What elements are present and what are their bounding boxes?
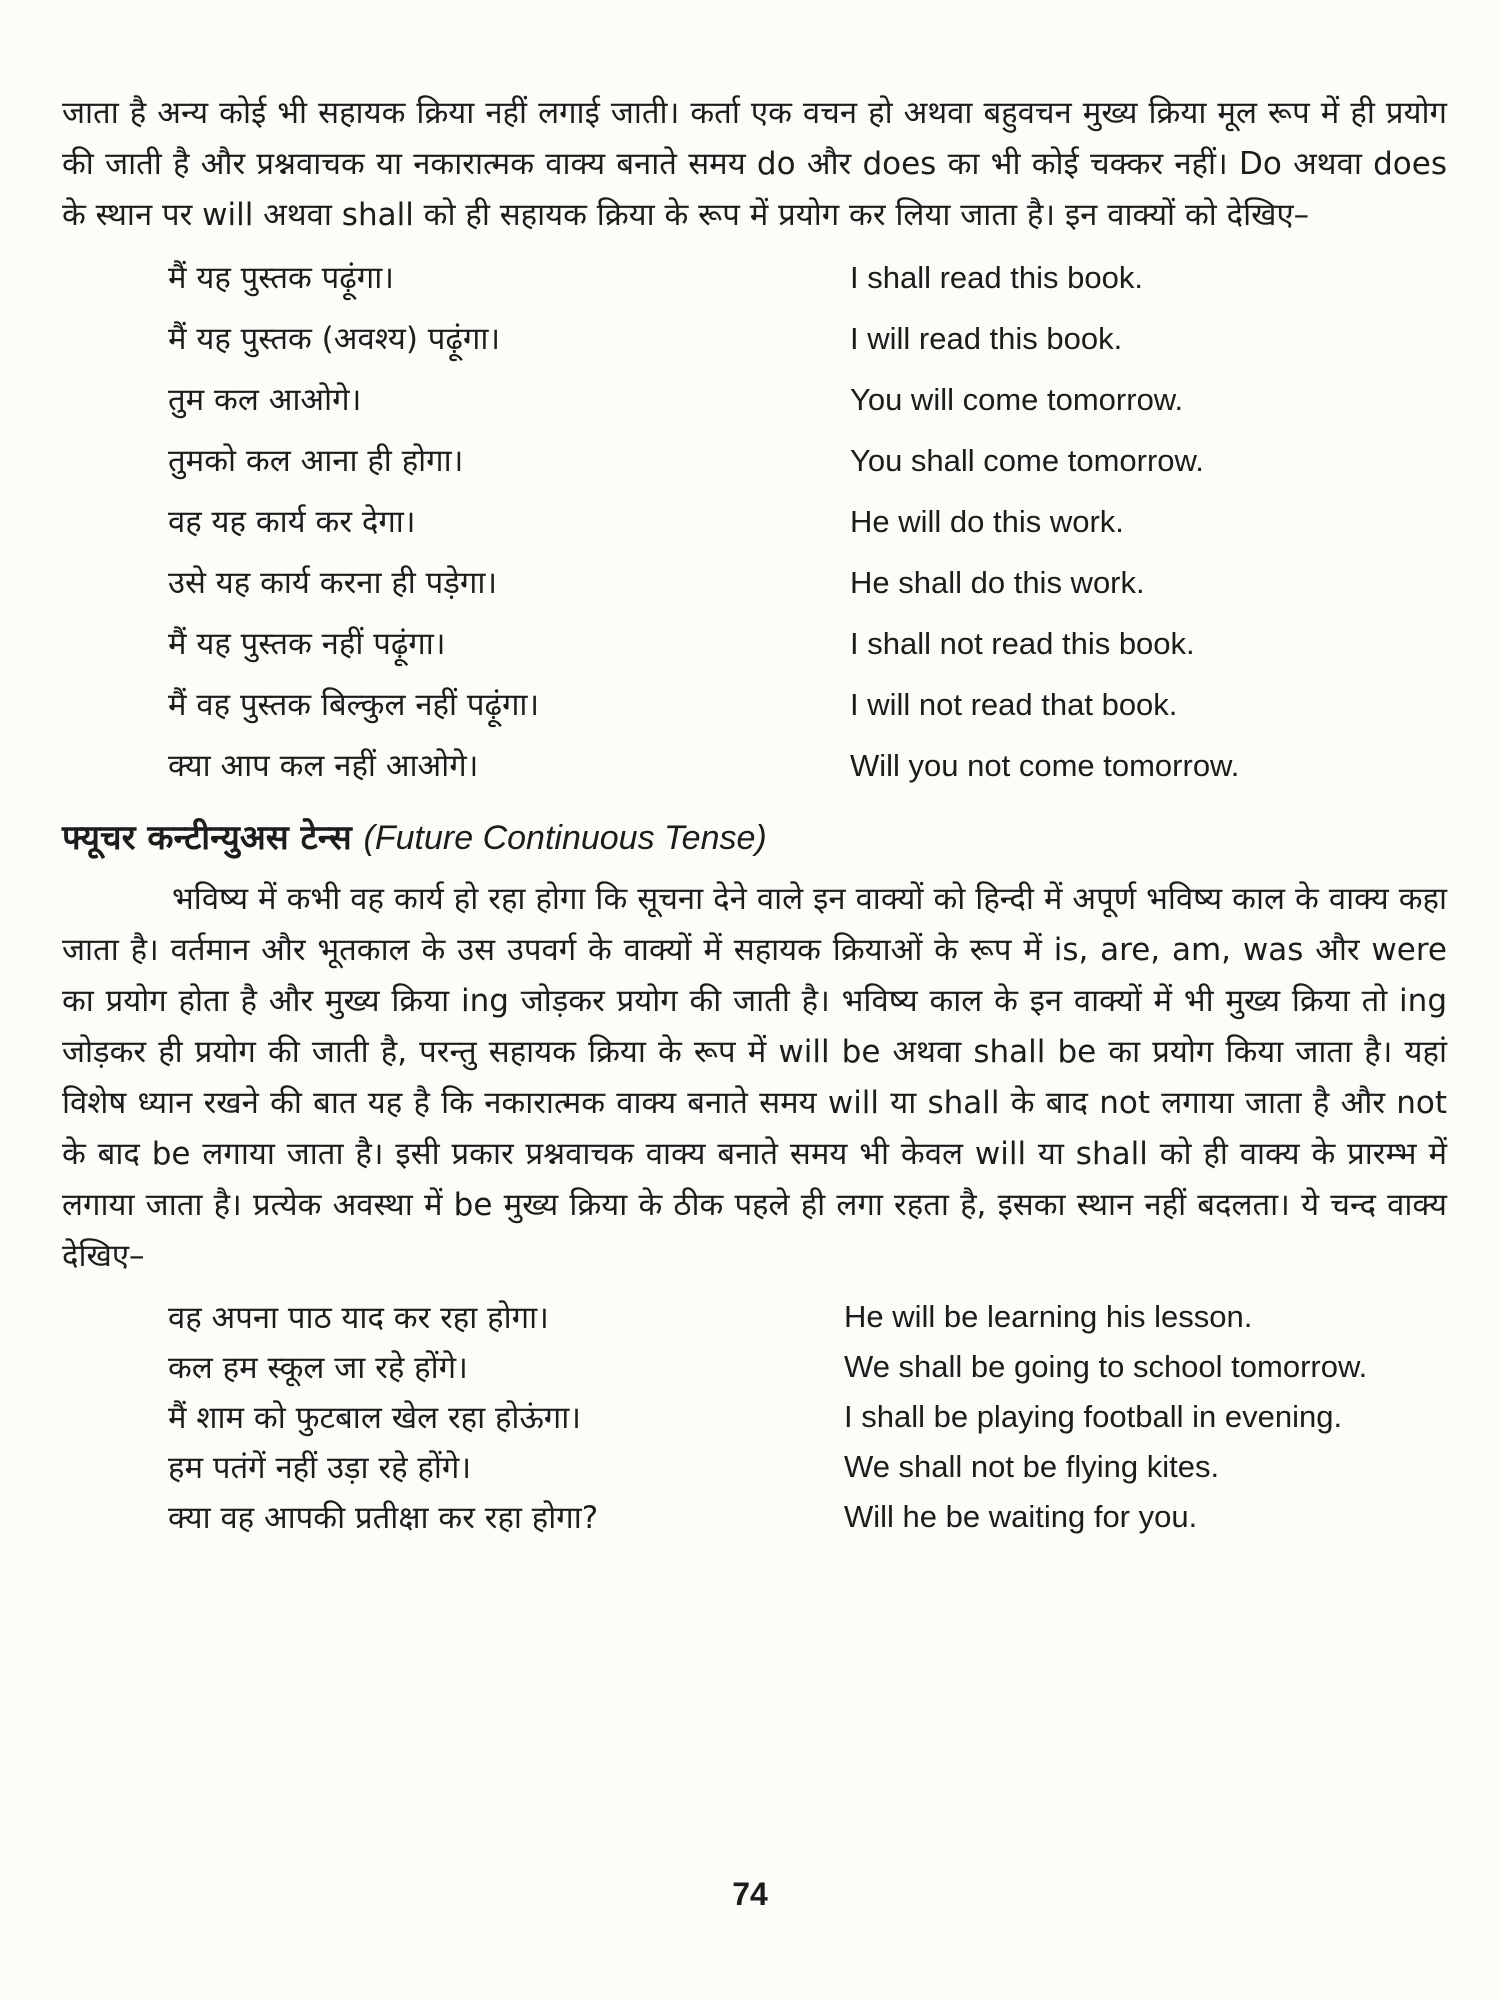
section-heading-hindi: फ्यूचर कन्टीन्युअस टेन्स [62, 818, 352, 858]
page-content [62, 88, 1447, 1546]
example-english: I will not read that book. [850, 687, 1178, 722]
intro-paragraph: जाता है अन्य कोई भी सहायक क्रिया नहीं लगाई जाती। कर्ता एक वचन हो अथवा बहुवचन मुख्य क्रिया मूल रूप में ही प्रयोग की जाती है और प्रश्नवाचक या नकारात्मक वाक्य बनाते समय do और does का भी कोई चक्कर नहीं। Do अथवा does के स्थान पर will अथवा shall को ही सहायक क्रिया के रूप में प्रयोग कर लिया जाता है। इन वाक्यों को देखिए– [62, 95, 1447, 233]
example-hindi: मैं यह पुस्तक (अवश्य) पढ़ूंगा। [168, 321, 501, 357]
example-english: Will he be waiting for you. [844, 1499, 1198, 1534]
example-english: He will do this work. [850, 504, 1124, 539]
example-hindi: उसे यह कार्य करना ही पड़ेगा। [168, 565, 498, 601]
example-row [62, 1396, 1447, 1440]
example-hindi: कल हम स्कूल जा रहे होंगे। [168, 1350, 468, 1386]
example-hindi: हम पतंगें नहीं उड़ा रहे होंगे। [168, 1450, 472, 1486]
example-english: We shall be going to school tomorrow. [844, 1349, 1368, 1384]
example-hindi: वह अपना पाठ याद कर रहा होगा। [168, 1300, 549, 1336]
example-english: You will come tomorrow. [850, 382, 1184, 417]
example-hindi: तुम कल आओगे। [168, 382, 362, 418]
page-number: 74 [732, 1876, 768, 1912]
example-english: He will be learning his lesson. [844, 1299, 1253, 1334]
examples-future [62, 255, 1447, 804]
example-hindi: क्या वह आपकी प्रतीक्षा कर रहा होगा? [168, 1500, 599, 1536]
example-hindi: तुमको कल आना ही होगा। [168, 443, 464, 479]
example-english: I shall not read this book. [850, 626, 1195, 661]
example-hindi: क्या आप कल नहीं आओगे। [168, 748, 479, 784]
example-english: You shall come tomorrow. [850, 443, 1204, 478]
example-english: I shall read this book. [850, 260, 1143, 295]
example-row [62, 499, 1447, 560]
example-hindi: वह यह कार्य कर देगा। [168, 504, 416, 540]
example-row [62, 438, 1447, 499]
section-heading [62, 810, 1447, 866]
example-english: He shall do this work. [850, 565, 1145, 600]
example-english: I will read this book. [850, 321, 1123, 356]
example-row [62, 316, 1447, 377]
example-hindi: मैं यह पुस्तक पढ़ूंगा। [168, 260, 394, 296]
example-row [62, 682, 1447, 743]
example-hindi: मैं वह पुस्तक बिल्कुल नहीं पढ़ूंगा। [168, 687, 540, 723]
example-english: We shall not be flying kites. [844, 1449, 1220, 1484]
example-english: Will you not come tomorrow. [850, 748, 1240, 783]
example-row [62, 1346, 1447, 1390]
example-row [62, 1446, 1447, 1490]
example-row [62, 1496, 1447, 1540]
example-row [62, 621, 1447, 682]
example-row [62, 560, 1447, 621]
example-row [62, 743, 1447, 804]
example-hindi: मैं शाम को फुटबाल खेल रहा होऊंगा। [168, 1400, 582, 1436]
examples-future-continuous [62, 1296, 1447, 1540]
example-english: I shall be playing football in evening. [844, 1399, 1343, 1434]
example-row [62, 377, 1447, 438]
example-hindi: मैं यह पुस्तक नहीं पढ़ूंगा। [168, 626, 446, 662]
example-row [62, 1296, 1447, 1340]
example-row [62, 255, 1447, 316]
section-heading-english: (Future Continuous Tense) [363, 819, 767, 857]
section-paragraph: भविष्य में कभी वह कार्य हो रहा होगा कि सूचना देने वाले इन वाक्यों को हिन्दी में अपूर्ण भविष्य काल के वाक्य कहा जाता है। वर्तमान और भूतकाल के उस उपवर्ग के वाक्यों में सहायक क्रियाओं के रूप में is, are, am, was और were का प्रयोग होता है और मुख्य क्रिया ing जोड़कर प्रयोग की जाती है। भविष्य काल के इन वाक्यों में भी मुख्य क्रिया तो ing जोड़कर ही प्रयोग की जाती है, परन्तु सहायक क्रिया के रूप में will be अथवा shall be का प्रयोग किया जाता है। यहां विशेष ध्यान रखने की बात यह है कि नकारात्मक वाक्य बनाते समय will या shall के बाद not लगाया जाता है और not के बाद be लगाया जाता है। इसी प्रकार प्रश्नवाचक वाक्य बनाते समय भी केवल will या shall को ही वाक्य के प्रारम्भ में लगाया जाता है। प्रत्येक अवस्था में be मुख्य क्रिया के ठीक पहले ही लगा रहता है, इसका स्थान नहीं बदलता। ये चन्द वाक्य देखिए– [62, 881, 1447, 1274]
